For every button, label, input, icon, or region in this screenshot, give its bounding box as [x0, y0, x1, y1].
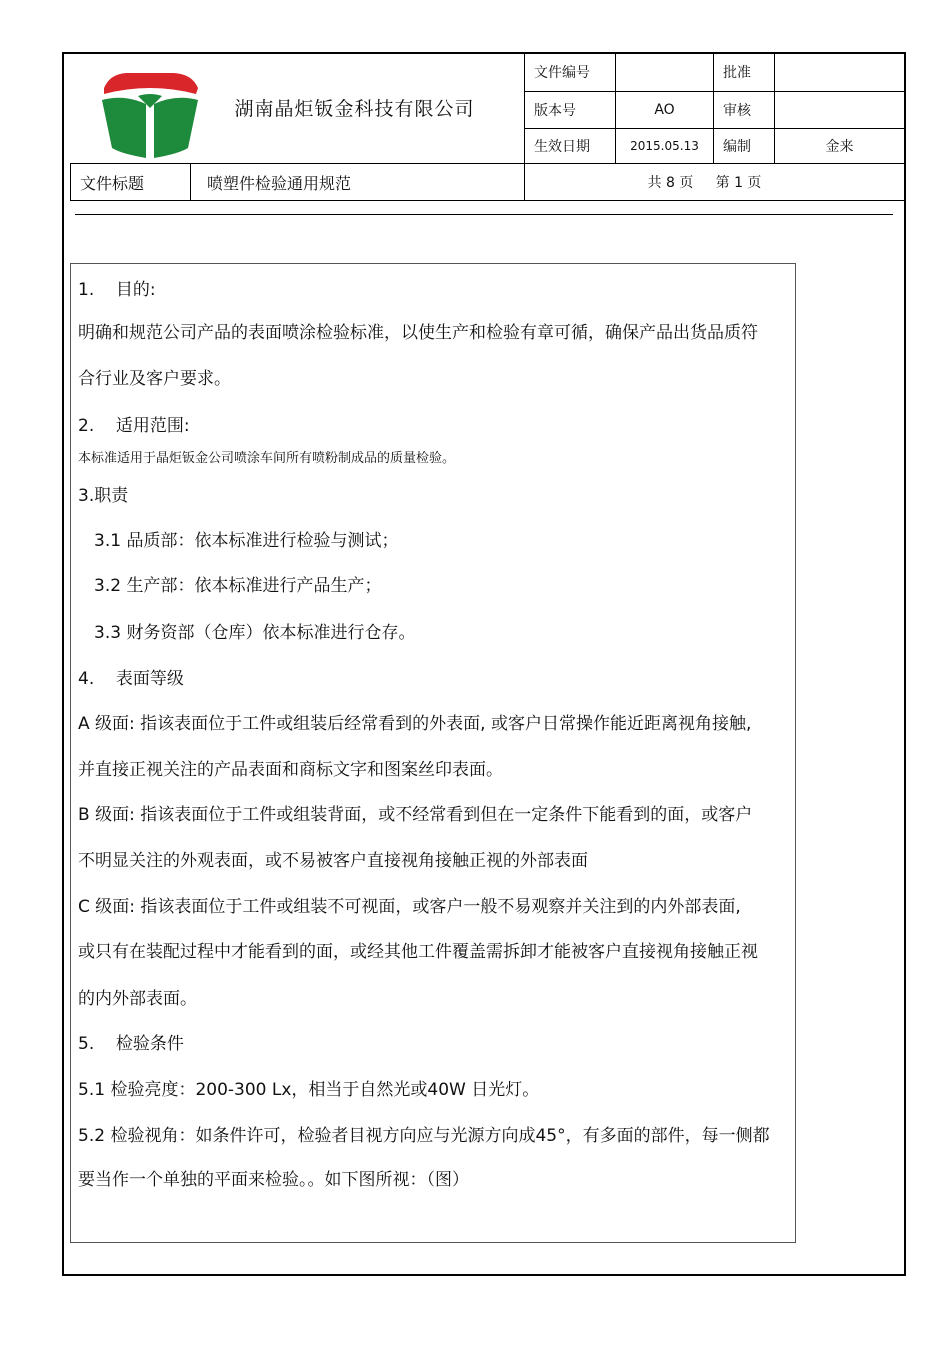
- title-value-cell: [190, 163, 525, 201]
- grade-c-line-1: C 级面: 指该表面位于工件或组装不可视面，或客户一般不易观察并关注到的内外部表面,: [78, 897, 741, 917]
- section-3-1: 3.1 品质部：依本标准进行检验与测试；: [94, 531, 399, 551]
- grade-c-line-3: 的内外部表面。: [78, 989, 197, 1009]
- page-info-cell: [524, 163, 904, 201]
- effective-value-cell: [615, 128, 714, 164]
- section-2-line-1: 本标准适用于晶炬钣金公司喷涂车间所有喷粉制成品的质量检验。: [78, 451, 456, 466]
- section-3-2: 3.2 生产部：依本标准进行产品生产；: [94, 576, 382, 596]
- section-1-line-2: 合行业及客户要求。: [78, 369, 231, 389]
- section-3-title: 3.职责: [78, 486, 129, 506]
- version-label-cell: [524, 91, 616, 129]
- grade-a-line-2: 并直接正视关注的产品表面和商标文字和图案丝印表面。: [78, 760, 503, 780]
- grade-b-line-1: B 级面: 指该表面位于工件或组装背面，或不经常看到但在一定条件下能看到的面，或客户: [78, 805, 753, 825]
- effective-value: 2015.05.13: [630, 139, 699, 153]
- grade-a-line-1: A 级面: 指该表面位于工件或组装后经常看到的外表面, 或客户日常操作能近距离视角接触,: [78, 714, 752, 734]
- header-divider: [75, 214, 893, 215]
- review-label: 审核: [723, 103, 751, 119]
- company-name: 湖南晶炬钣金科技有限公司: [234, 98, 475, 120]
- company-name-cell: [70, 52, 525, 164]
- compile-value-cell: [774, 128, 904, 164]
- section-1-title: 1. 目的:: [78, 280, 156, 300]
- compile-value: 金来: [825, 139, 854, 155]
- section-1-line-1: 明确和规范公司产品的表面喷涂检验标准，以使生产和检验有章可循，确保产品出货品质符: [78, 323, 758, 343]
- version-value-cell: [615, 91, 714, 129]
- section-2-title: 2. 适用范围:: [78, 416, 190, 436]
- version-value: AO: [654, 102, 675, 118]
- section-3-3: 3.3 财务资部（仓库）依本标准进行仓存。: [94, 623, 416, 643]
- review-value-cell: [774, 91, 904, 129]
- review-label-cell: [713, 91, 775, 129]
- section-5-2-line-2: 要当作一个单独的平面来检验。。如下图所视：（图）: [78, 1170, 469, 1190]
- grade-c-line-2: 或只有在装配过程中才能看到的面，或经其他工件覆盖需拆卸才能被客户直接视角接触正视: [78, 942, 758, 962]
- compile-label: 编制: [723, 139, 751, 155]
- approve-label-cell: [713, 52, 775, 92]
- doc-no-label-cell: [524, 52, 616, 92]
- doc-no-value-cell: [615, 52, 714, 92]
- approve-value-cell: [774, 52, 904, 92]
- title-label: 文件标题: [80, 173, 145, 193]
- title-label-cell: [70, 163, 191, 201]
- compile-label-cell: [713, 128, 775, 164]
- effective-label: 生效日期: [534, 139, 590, 155]
- grade-b-line-2: 不明显关注的外观表面，或不易被客户直接视角接触正视的外部表面: [78, 851, 588, 871]
- document-title: 喷塑件检验通用规范: [207, 173, 352, 193]
- version-label: 版本号: [534, 103, 576, 119]
- approve-label: 批准: [723, 64, 751, 81]
- section-5-title: 5. 检验条件: [78, 1034, 184, 1054]
- section-5-2-line-1: 5.2 检验视角：如条件许可，检验者目视方向应与光源方向成45°，有多面的部件，每一侧都: [78, 1126, 770, 1146]
- section-5-1: 5.1 检验亮度：200-300 Lx，相当于自然光或40W 日光灯。: [78, 1080, 540, 1100]
- effective-label-cell: [524, 128, 616, 164]
- doc-no-label: 文件编号: [534, 64, 590, 81]
- page-info: 共 8 页 第 1 页: [647, 175, 762, 191]
- section-4-title: 4. 表面等级: [78, 669, 184, 689]
